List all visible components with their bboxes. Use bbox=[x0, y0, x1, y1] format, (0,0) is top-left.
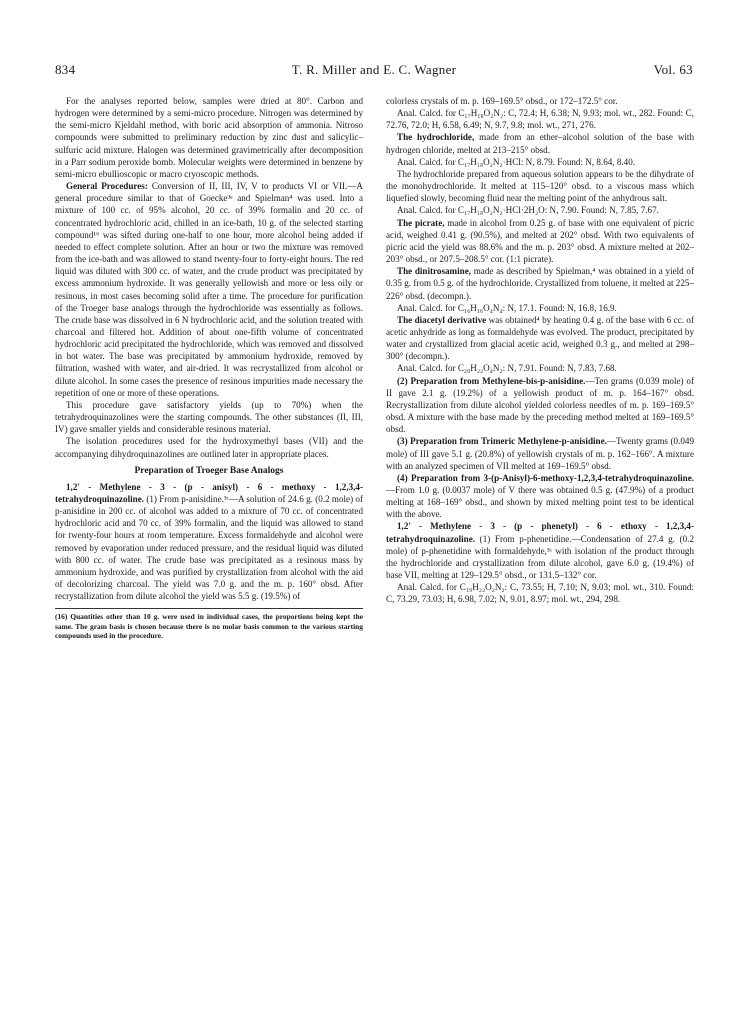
dinitrosamine-heading: The dinitrosamine, bbox=[397, 266, 472, 277]
analysis-methods-paragraph: For the analyses reported below, samples were dried at 80°. Carbon and hydrogen were determined by a semi-micro procedure. Nitrogen was determined by the semi-micro Kjeldahl method, with boric acid absorption of ammonia. Nitroso compounds were submitted to preliminary reduction by zinc dust and salicylic–sulfuric acid mixture. Halogen was determined gravimetrically after decomposition in a Parr sodium peroxide bomb. Molecular weights were determined in benzene by semi-micro ebullioscopic or macro cryoscopic methods. bbox=[55, 96, 363, 179]
general-procedures-text: Conversion of II, III, IV, V to products VI or VII.—A general procedure similar to that of Goecke³ᵉ and Spielman⁴ was used. Into a mixture of 100 cc. of 95% alcohol, 20 cc. of 39% formalin and 20 cc. of concentrated hydrochloric acid, chilled in an ice-bath, 10 g. of the selected starting compound¹⁶ was sifted during one-half to one hour, more alcohol being added if needed to effect complete solution. After an hour or two the mixture was removed from the ice-bath and was allowed to stand twenty-four to forty-eight hours. The red liquid was diluted with 300 cc. of water, and the crude product was precipitated by excess ammonium hydroxide. It was generally yellowish and more or less oily or resinous, in most cases becoming solid after a time. The procedure for purification of the Troeger base analogs through the hydrochloride was essentially as follows. The crude base was dissolved in 6 N hydrochloric acid, and the solution treated with charcoal and filtered hot. Addition of about one-fifth volume of concentrated hydrochloric acid precipitated the hydrochloride, which was removed and dissolved in hot water. The base was precipitated by ammonium hydroxide, removed by filtration, washed with water, and air-dried. It was recrystallized from alcohol or dilute alcohol. In some cases the presence of resinous impurities made necessary the repetition of one or more of these operations. bbox=[55, 181, 363, 398]
page-number: 834 bbox=[55, 62, 76, 77]
continuation-paragraph: colorless crystals of m. p. 169–169.5° obsd., or 172–172.5° cor. bbox=[386, 96, 618, 106]
anisyl-compound-paragraph bbox=[55, 481, 363, 603]
page-header bbox=[55, 62, 693, 80]
tetrahydroquinazoline-heading: (4) Preparation from 3-(p-Anisyl)-6-methoxy-1,2,3,4-tetrahydroquinazoline. bbox=[397, 472, 694, 483]
analysis-paragraph-5: Anal. Calcd. for C₂₀H₂₂O₄N₂: N, 7.91. Found: N, 7.83, 7.68. bbox=[397, 363, 617, 374]
hydrochloride-text: made from an ether–alcohol solution of the base with hydrogen chloride, melted at 213–215° obsd. bbox=[386, 132, 694, 155]
section-heading: Preparation of Troeger Base Analogs bbox=[134, 465, 284, 476]
methylene-bis-heading: (2) Preparation from Methylene-bis-p-anisidine. bbox=[397, 375, 586, 386]
hydrochloride-heading: The hydrochloride, bbox=[397, 132, 475, 143]
anisyl-compound-heading: 1,2′ - Methylene - 3 - (p - anisyl) - 6 - methoxy - 1,2,3,4-tetrahydroquinazoline. bbox=[55, 481, 363, 504]
hydrate-paragraph: The hydrochloride prepared from aqueous solution appears to be the dihydrate of the monohydrochloride. It melted at 115–120° obsd. to a viscous mass which liquefied slowly, becoming fluid near the melting point of the anhydrous salt. bbox=[386, 168, 694, 204]
trimeric-heading: (3) Preparation from Trimeric Methylene-p-anisidine. bbox=[397, 436, 607, 447]
tetrahydroquinazoline-paragraph bbox=[386, 472, 694, 521]
dinitrosamine-paragraph bbox=[386, 265, 694, 301]
running-authors: T. R. Miller and E. C. Wagner bbox=[291, 62, 457, 77]
phenetyl-compound-paragraph bbox=[386, 520, 694, 581]
analysis-paragraph-4: Anal. Calcd. for C₁₆H₁₆O₄N₄: N, 17.1. Found: N, 16.8, 16.9. bbox=[397, 302, 617, 313]
dinitrosamine-text: made as described by Spielman,⁴ was obtained in a yield of 0.35 g. from 0.5 g. of the hydrochloride. Crystallized from toluene, it melted at 225–226° obsd. (decompn.). bbox=[386, 266, 694, 301]
footnote-divider bbox=[55, 608, 363, 609]
analysis-paragraph-3: Anal. Calcd. for C₁₇H₁₈O₂N₂·HCl·2H₂O: N, 7.90. Found: N, 7.85, 7.67. bbox=[397, 205, 659, 216]
picrate-text: made in alcohol from 0.25 g. of base with one equivalent of picric acid, weighed 0.41 g. (90.5%), and melted at 202° obsd. With two equivalents of picric acid the yield was 88.6% and the m. p. 203° obsd. A mixture melted at 202–203° obsd., or 207.5–208.5° cor. (1:1 picrate). bbox=[386, 217, 694, 265]
footnote-16: (16) Quantities other than 10 g. were used in individual cases, the proportions being kept the same. The gram basis is chosen because there is no molar basis common to the various starting compounds used in the procedure. bbox=[55, 612, 363, 640]
left-column bbox=[55, 95, 363, 640]
hydrochloride-paragraph bbox=[386, 131, 694, 155]
diacetyl-paragraph bbox=[386, 314, 694, 363]
trimeric-text: —Twenty grams (0.049 mole) of III gave 5.1 g. (20.8%) of yellowish crystals of m. p. 162–166°. A mixture with an analyzed specimen of VII melted at 169–169.5° obsd. bbox=[386, 436, 695, 471]
analysis-paragraph-1: Anal. Calcd. for C₁₇H₁₈O₂N₂: C, 72.4; H, 6.38; N, 9.93; mol. wt., 282. Found: C, 72.76, 72.0; H, 6.58, 6.49; N, 9.7, 9.8; mol. wt., 271, 276. bbox=[386, 108, 694, 131]
right-column bbox=[386, 95, 694, 606]
analysis-paragraph-6: Anal. Calcd. for C₁₉H₂₂O₂N₂: C, 73.55; H, 7.10; N, 9.03; mol. wt., 310. Found: C, 73.29, 73.03; H, 6.98, 7.02; N, 9.01, 8.97; mol. wt., 294, 298. bbox=[386, 582, 694, 605]
trimeric-paragraph bbox=[386, 435, 694, 471]
picrate-paragraph bbox=[386, 217, 694, 266]
tetrahydroquinazoline-text: —From 1.0 g. (0.0037 mole) of V there was obtained 0.5 g. (47.9%) of a product melting at 168–169° obsd., and shown by mixed melting point test to be identical with the above. bbox=[386, 485, 694, 520]
diacetyl-heading: The diacetyl derivative bbox=[397, 314, 487, 325]
phenetyl-compound-text: (1) From p-phenetidine.—Condensation of 27.4 g. (0.2 mole) of p-phenetidine with formaldehyde,³ᶜ with isolation of the product through the hydrochloride and crystallization from dilute alcohol, gave 6.0 g. (19.4%) of base VII, melting at 129–129.5° obsd., or 131.5–132° cor. bbox=[386, 533, 694, 581]
isolation-paragraph: The isolation procedures used for the hydroxymethyl bases (VII) and the accompanying dihydroquinazolines are outlined later in appropriate places. bbox=[55, 436, 363, 459]
phenetyl-compound-heading: 1,2′ - Methylene - 3 - (p - phenetyl) - 6 - ethoxy - 1,2,3,4-tetrahydroquinazoline. bbox=[386, 521, 694, 544]
yields-paragraph: This procedure gave satisfactory yields (up to 70%) when the tetrahydroquinazolines were the starting compounds. The other substances (II, III, IV) gave smaller yields and considerable resinous material. bbox=[55, 399, 363, 435]
analysis-paragraph-2: Anal. Calcd. for C₁₇H₁₈O₂N₂·HCl: N, 8.79. Found: N, 8.64, 8.40. bbox=[397, 156, 636, 167]
methylene-bis-paragraph bbox=[386, 375, 694, 436]
general-procedures-heading: General Procedures: bbox=[66, 181, 148, 192]
methylene-bis-text: —Ten grams (0.039 mole) of II gave 2.1 g. (19.2%) of a yellowish product of m. p. 164–167° obsd. Recrystallization from dilute alcohol yielded colorless needles of m. p. 169–169.5° obsd. A mixture with the base made by the preceding method melted at 169–169.5° obsd. bbox=[386, 375, 694, 435]
volume-label: Vol. 63 bbox=[653, 62, 693, 77]
diacetyl-text: was obtained⁴ by heating 0.4 g. of the base with 6 cc. of acetic anhydride as long as formaldehyde was evolved. The product, precipitated by water and crystallized from glacial acetic acid, weighed 0.3 g., and melted at 298–300° (decompn.). bbox=[386, 314, 694, 362]
picrate-heading: The picrate, bbox=[397, 217, 445, 228]
anisyl-compound-text: (1) From p-anisidine.³ᶜ—A solution of 24.6 g. (0.2 mole) of p-anisidine in 200 cc. of alcohol was added to a mixture of 70 cc. of concentrated hydrochloric acid and 70 cc. of 39% formalin, and the liquid was allowed to stand for twenty-four hours at room temperature. Excess formaldehyde and alcohol were removed by evaporation under reduced pressure, and the residual liquid was diluted with 800 cc. of water. The crude base was precipitated as a resinous mass by ammonium hydroxide, and was purified by crystallization from alcohol with the aid of decolorizing charcoal. The yield was 7.0 g. and the m. p. 160° obsd. After recrystallization from dilute alcohol the yield was 5.5 g. (19.5%) of bbox=[55, 494, 363, 602]
general-procedures-paragraph bbox=[55, 180, 363, 399]
